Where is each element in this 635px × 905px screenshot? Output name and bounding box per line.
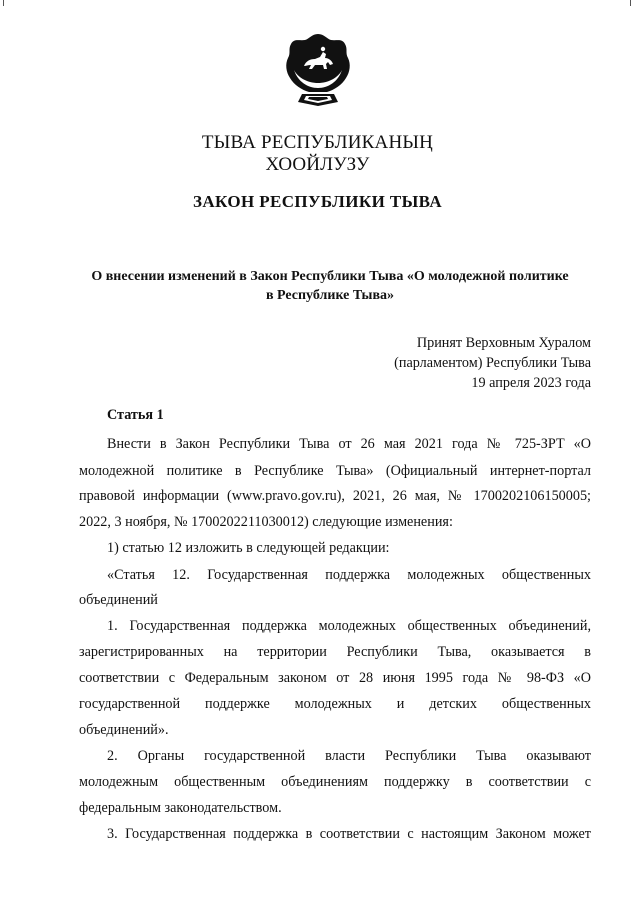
adopted-line-1: Принят Верховным Хуралом: [416, 335, 591, 351]
article-heading: Статья 1: [107, 407, 164, 423]
subject-line-2: в Республике Тыва»: [265, 288, 395, 303]
scan-edge-mark-left: [3, 0, 4, 6]
subject-line-1: О внесении изменений в Закон Республики Тыва «О молодежной политике: [91, 269, 569, 284]
body-line: 2022, 3 ноября, № 1700202211030012) следующие изменения:: [79, 514, 453, 530]
body-line: Внести в Закон Республики Тыва от 26 мая 2021 года № 725-ЗРТ «О: [107, 436, 591, 452]
body-line: государственной поддержке молодежных и детских общественных: [79, 696, 591, 712]
body-line: молодежной политике в Республике Тыва» (Официальный интернет-портал: [79, 463, 591, 479]
body-line: объединений».: [79, 722, 169, 738]
scan-edge-mark-right: [630, 0, 631, 6]
tuva-coat-of-arms-icon: [282, 30, 354, 108]
body-line: соответствии с Федеральным законом от 28 июня 1995 года № 98-ФЗ «О: [79, 670, 591, 686]
body-line: 1. Государственная поддержка молодежных общественных объединений,: [107, 618, 591, 634]
body-line: федеральным законодательством.: [79, 800, 282, 816]
body-line: молодежным общественным объединениям поддержку в соответствии с: [79, 774, 591, 790]
body-line: 3. Государственная поддержка в соответствии с настоящим Законом может: [107, 826, 591, 842]
body-line: 1) статью 12 изложить в следующей редакции:: [107, 540, 390, 556]
body-line: «Статья 12. Государственная поддержка молодежных общественных: [107, 567, 591, 583]
adopted-line-2: (парламентом) Республики Тыва: [394, 355, 591, 371]
header-line-2: ХООЙЛУЗУ: [265, 154, 370, 175]
adopted-line-3: 19 апреля 2023 года: [471, 375, 591, 391]
body-line: 2. Органы государственной власти Республики Тыва оказывают: [107, 748, 591, 764]
body-line: объединений: [79, 592, 158, 608]
law-title: ЗАКОН РЕСПУБЛИКИ ТЫВА: [192, 192, 443, 211]
body-line: правовой информации (www.pravo.gov.ru), 2021, 26 мая, № 1700202106150005;: [79, 488, 591, 504]
header-line-1: ТЫВА РЕСПУБЛИКАНЫҢ: [201, 132, 434, 153]
body-line: зарегистрированных на территории Республики Тыва, оказывается в: [79, 644, 591, 660]
